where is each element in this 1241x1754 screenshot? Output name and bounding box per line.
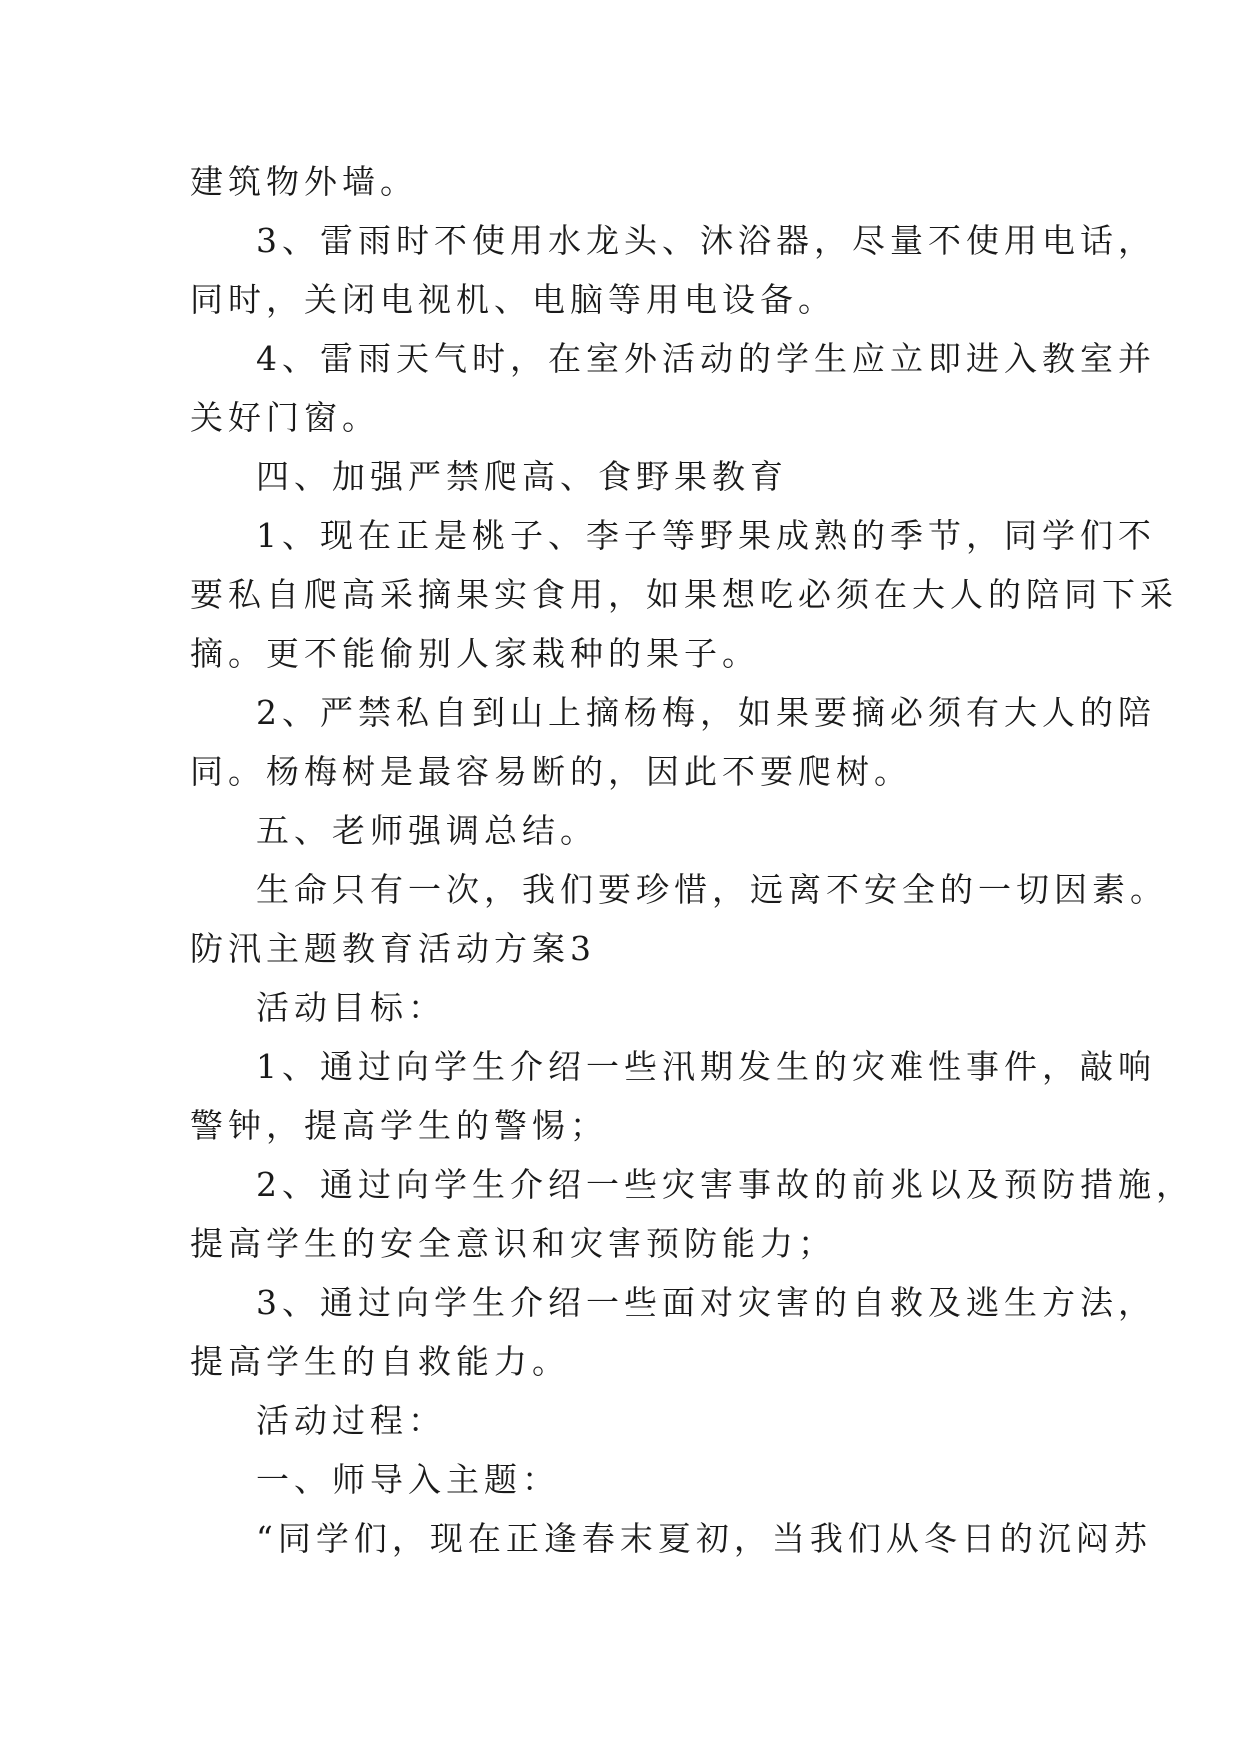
text-line: 同。杨梅树是最容易断的，因此不要爬树。 (190, 752, 912, 791)
section-heading: 五、老师强调总结。 (256, 811, 598, 850)
text-line: 摘。更不能偷别人家栽种的果子。 (190, 634, 760, 673)
section-heading: 活动目标： (256, 988, 446, 1027)
text-line: 4、雷雨天气时，在室外活动的学生应立即进入教室并 (256, 339, 1156, 378)
text-line: “同学们，现在正逢春末夏初，当我们从冬日的沉闷苏 (256, 1519, 1152, 1558)
text-line: 同时，关闭电视机、电脑等用电设备。 (190, 280, 836, 319)
text-line: 警钟，提高学生的警惕； (190, 1106, 608, 1145)
text-line: 3、通过向学生介绍一些面对灾害的自救及逃生方法， (256, 1283, 1156, 1322)
text-line: 1、通过向学生介绍一些汛期发生的灾难性事件，敲响 (256, 1047, 1156, 1086)
section-heading: 四、加强严禁爬高、食野果教育 (256, 457, 788, 496)
text-line: 3、雷雨时不使用水龙头、沐浴器，尽量不使用电话， (256, 221, 1156, 260)
text-line: 2、通过向学生介绍一些灾害事故的前兆以及预防措施， (256, 1165, 1194, 1204)
document-body (190, 152, 1194, 1568)
text-line: 提高学生的自救能力。 (190, 1342, 570, 1381)
text-line: 建筑物外墙。 (190, 162, 418, 201)
section-heading: 一、师导入主题： (256, 1460, 560, 1499)
text-line: 生命只有一次，我们要珍惜，远离不安全的一切因素。 (256, 870, 1168, 909)
document-title: 防汛主题教育活动方案3 (190, 929, 596, 968)
text-line: 关好门窗。 (190, 398, 380, 437)
text-line: 要私自爬高采摘果实食用，如果想吃必须在大人的陪同下采 (190, 575, 1178, 614)
text-line: 2、严禁私自到山上摘杨梅，如果要摘必须有大人的陪 (256, 693, 1156, 732)
text-line: 1、现在正是桃子、李子等野果成熟的季节，同学们不 (256, 516, 1156, 555)
section-heading: 活动过程： (256, 1401, 446, 1440)
text-line: 提高学生的安全意识和灾害预防能力； (190, 1224, 836, 1263)
